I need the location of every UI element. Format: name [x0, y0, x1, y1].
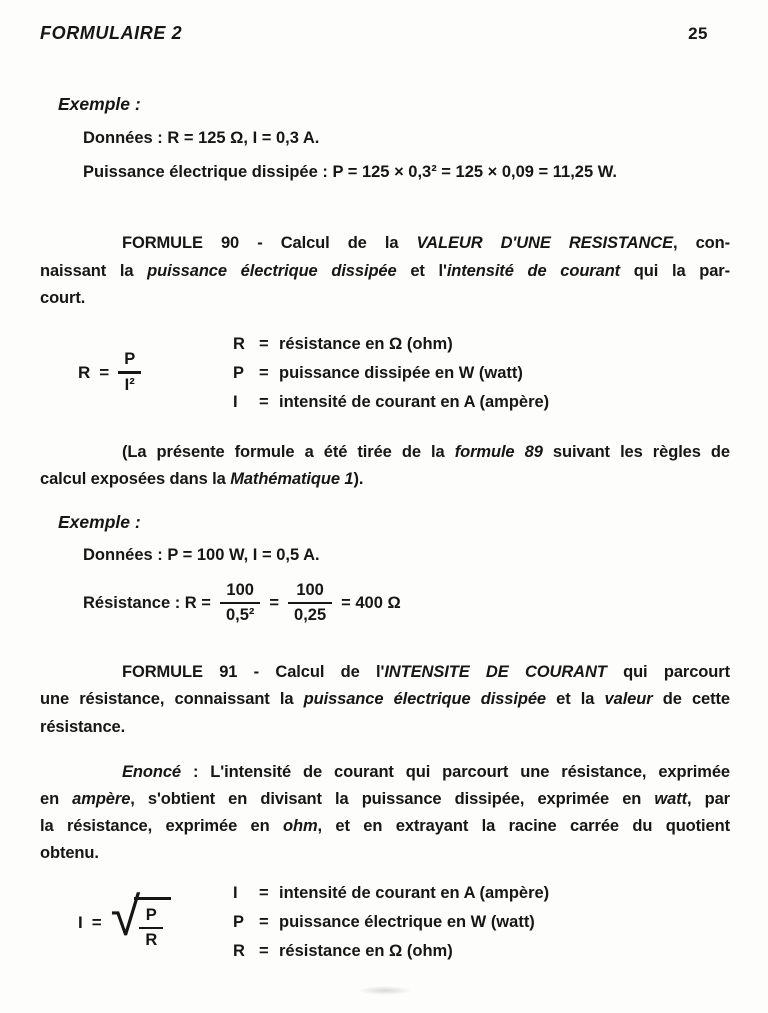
radical-sign: √	[110, 886, 141, 947]
definition-row	[233, 937, 730, 966]
formula-lhs: I	[78, 912, 83, 932]
text-line: (La présente formule a été tirée de la formule 89 suivant les règles de	[122, 442, 730, 461]
example-1-label: Exemple :	[58, 94, 141, 114]
formule-91-paragraph	[40, 659, 730, 742]
variable-symbol: R	[233, 942, 245, 960]
example-1-result-line: Puissance électrique dissipée : P = 125 × 0,3² = 125 × 0,09 = 11,25 W.	[83, 163, 617, 181]
square-root	[110, 886, 172, 951]
variable-symbol: I	[233, 392, 238, 411]
fraction-denominator: R	[145, 931, 158, 950]
fraction	[139, 906, 163, 951]
fraction-bar	[118, 371, 141, 374]
equals-sign: =	[259, 942, 269, 960]
fraction-bar	[139, 927, 163, 930]
variable-description: intensité de courant en A (ampère)	[279, 392, 550, 411]
document-title: FORMULAIRE 2	[40, 23, 183, 43]
text-line: en ampère, s'obtient en divisant la puissance dissipée, exprimée en watt, par	[40, 790, 730, 808]
text-line: résistance.	[40, 717, 126, 736]
variable-description: résistance en Ω (ohm)	[279, 334, 453, 353]
variable-description: puissance dissipée en W (watt)	[279, 363, 523, 382]
fraction-bar	[288, 602, 332, 605]
scan-smudge	[358, 986, 412, 995]
fraction-numerator: 100	[296, 580, 324, 599]
text-line: FORMULE 90 - Calcul de la VALEUR D'UNE RESISTANCE, con-	[122, 234, 731, 252]
example-2-label: Exemple :	[58, 511, 141, 532]
result-prefix: Résistance : R =	[83, 594, 211, 612]
fraction	[220, 581, 260, 626]
text-line: naissant la puissance électrique dissipée et l'intensité de courant qui la par-	[40, 261, 731, 280]
variable-symbol: P	[233, 363, 245, 382]
formula-lhs: R	[78, 363, 91, 382]
equals-sign: =	[269, 594, 280, 612]
text-line: Enoncé : L'intensité de courant qui parcourt une résistance, exprimée	[122, 763, 730, 781]
formule-90-note	[40, 439, 730, 494]
variable-symbol: I	[233, 884, 238, 902]
fraction-numerator: P	[145, 905, 157, 924]
example-2-data-line: Données : P = 100 W, I = 0,5 A.	[83, 545, 320, 564]
variable-description: résistance en Ω (ohm)	[279, 942, 453, 960]
equals-sign: =	[259, 334, 269, 353]
text-line: calcul exposées dans la Mathématique 1).	[40, 470, 364, 488]
page-number: 25	[688, 24, 708, 43]
equals-sign: =	[259, 884, 269, 902]
variable-symbol: R	[233, 334, 245, 353]
fraction	[288, 581, 332, 626]
equals-sign: =	[259, 913, 269, 931]
formule-90-paragraph	[40, 230, 730, 313]
variable-description: intensité de courant en A (ampère)	[279, 884, 550, 902]
definition-row	[233, 908, 730, 937]
result-value: = 400 Ω	[341, 594, 401, 612]
formule-90-formula-block	[40, 330, 730, 417]
formula-r-equals-p-over-i-squared	[40, 350, 233, 395]
fraction-denominator: 0,25	[294, 606, 327, 625]
fraction-numerator: P	[124, 350, 136, 369]
example-1-data-line: Données : R = 125 Ω, I = 0,3 A.	[83, 129, 320, 147]
formule-91-enonce	[40, 759, 730, 867]
definition-row	[233, 388, 730, 417]
formule-91-formula-block	[40, 879, 730, 966]
text-line: obtenu.	[40, 844, 99, 862]
text-line: FORMULE 91 - Calcul de l'INTENSITE DE COURANT qui parcourt	[122, 662, 730, 681]
definition-row	[233, 879, 730, 908]
equals-sign: =	[91, 912, 102, 932]
fraction-denominator: I²	[124, 375, 135, 394]
fraction-bar	[220, 602, 260, 605]
equals-sign: =	[259, 392, 269, 411]
fraction-numerator: 100	[226, 580, 254, 599]
page-header	[40, 0, 730, 44]
fraction-denominator: 0,5²	[225, 606, 255, 625]
definition-row	[233, 330, 730, 359]
variable-symbol: P	[233, 913, 245, 931]
fraction	[118, 350, 141, 395]
definition-row	[233, 359, 730, 388]
variable-definitions	[233, 879, 730, 966]
formula-i-equals-sqrt-p-over-r	[40, 886, 233, 951]
equals-sign: =	[99, 363, 110, 382]
example-2-result-line	[83, 575, 730, 633]
variable-description: puissance électrique en W (watt)	[279, 913, 535, 931]
equals-sign: =	[259, 363, 269, 382]
text-line: une résistance, connaissant la puissance électrique dissipée et la valeur de cette	[40, 690, 730, 708]
text-line: la résistance, exprimée en ohm, et en extrayant la racine carrée du quotient	[40, 817, 730, 835]
text-line: court.	[40, 289, 86, 307]
variable-definitions	[233, 330, 730, 417]
